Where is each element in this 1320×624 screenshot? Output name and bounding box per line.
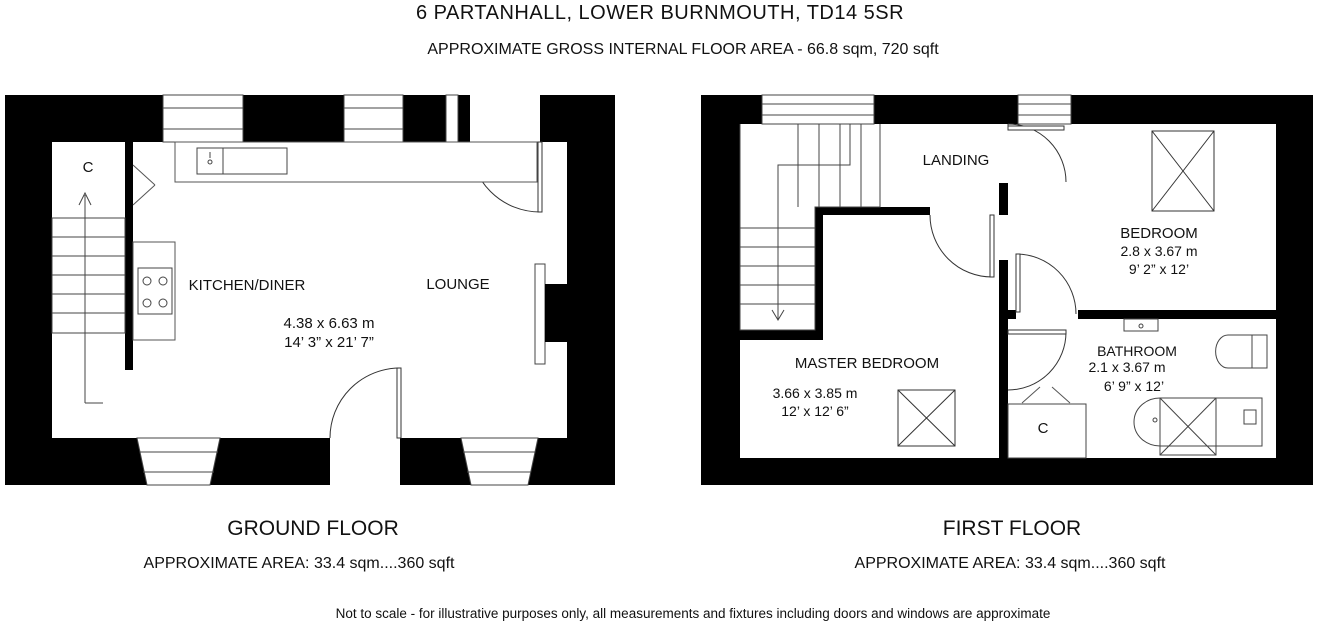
ff-window-top-1 — [762, 95, 874, 124]
kitchen-diner-label: KITCHEN/DINER — [188, 277, 306, 294]
door-swing-bottom — [330, 368, 400, 438]
ground-cupboard-label: C — [82, 159, 94, 176]
first-floor-stairs — [740, 124, 880, 330]
door-opening-top — [470, 95, 540, 142]
disclaimer: Not to scale - for illustrative purposes only, all measurements and fixtures including doors and windows are approximate — [335, 606, 1051, 621]
window-bottom-2 — [461, 438, 538, 485]
fireplace — [535, 264, 545, 364]
bathroom-dimensions-imperial: 6’ 9” x 12’ — [1103, 378, 1165, 394]
bedroom-dimensions-metric: 2.8 x 3.67 m — [1120, 243, 1198, 259]
window-top-1 — [163, 95, 243, 142]
gross-floor-area: APPROXIMATE GROSS INTERNAL FLOOR AREA - 66.8 sqm, 720 sqft — [427, 41, 939, 58]
master-bedroom-dimensions-metric: 3.66 x 3.85 m — [772, 385, 858, 401]
ground-floor-area: APPROXIMATE AREA: 33.4 sqm....360 sqft — [143, 555, 455, 572]
wall-bedroom-bottom — [1078, 310, 1276, 319]
bedroom-label: BEDROOM — [1120, 225, 1198, 242]
lounge-dimensions-imperial: 14’ 3” x 21’ 7” — [284, 334, 374, 351]
wall-landing-master — [815, 207, 930, 215]
first-floor-title: FIRST FLOOR — [942, 517, 1082, 540]
door-opening-bottom — [330, 438, 400, 485]
property-address: 6 PARTANHALL, LOWER BURNMOUTH, TD14 5SR — [415, 2, 905, 24]
hob — [138, 268, 172, 314]
window-top-3 — [446, 95, 458, 142]
bedroom-rooflight — [1152, 131, 1214, 211]
ground-floor-title: GROUND FLOOR — [227, 517, 399, 540]
landing-label: LANDING — [922, 152, 990, 169]
window-bottom-1 — [137, 438, 220, 485]
stair-partition — [125, 142, 133, 370]
first-floor-area: APPROXIMATE AREA: 33.4 sqm....360 sqft — [854, 555, 1166, 572]
master-bedroom-label: MASTER BEDROOM — [794, 355, 940, 372]
first-floor-plan — [701, 95, 1313, 485]
lounge-dimensions-metric: 4.38 x 6.63 m — [283, 315, 375, 332]
ground-floor-stairs — [52, 193, 125, 403]
ground-floor-plan — [5, 95, 615, 485]
kitchen-sink — [197, 148, 287, 174]
master-bedroom-rooflight — [898, 390, 955, 446]
window-top-2 — [344, 95, 403, 142]
bedroom-dimensions-imperial: 9’ 2” x 12’ — [1128, 261, 1190, 277]
master-bedroom-dimensions-imperial: 12’ x 12’ 6” — [781, 403, 849, 419]
bathroom-dimensions-metric: 2.1 x 3.67 m — [1088, 359, 1166, 375]
bathroom-label: BATHROOM — [1097, 343, 1177, 359]
lounge-label: LOUNGE — [426, 276, 490, 293]
ff-window-top-2 — [1018, 95, 1071, 124]
first-cupboard-label: C — [1037, 420, 1049, 437]
wall-stair-side — [815, 207, 823, 340]
